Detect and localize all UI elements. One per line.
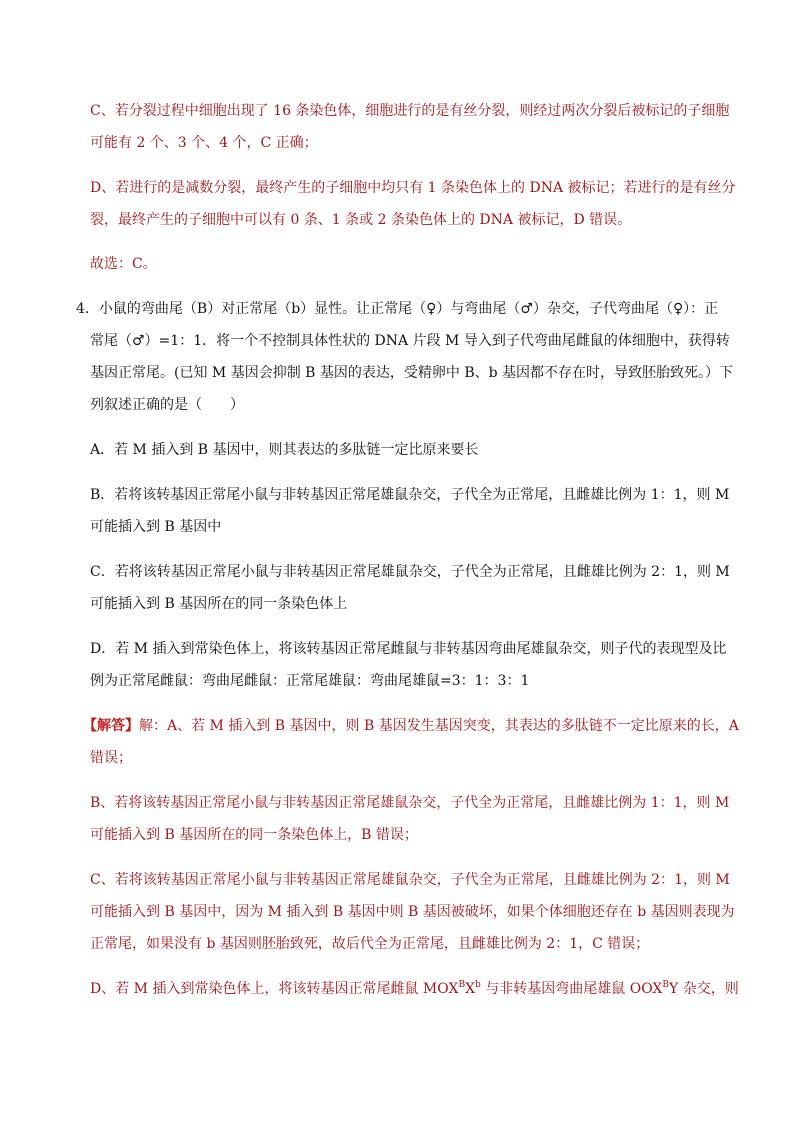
option-d-line1: D．若 M 插入到常染色体上，将该转基因正常尾雌鼠与非转基因弯曲尾雄鼠杂交，则子代的表现型及比 [90,641,727,657]
answer-d-pre: D、若 M 插入到常染色体上，将该转基因正常尾雌鼠 MOX [90,981,459,997]
prev-answer-c-line1: C、若分裂过程中细胞出现了 16 条染色体，细胞进行的是有丝分裂，则经过两次分裂后被标记的子细胞 [90,103,730,119]
answer-a-text: 解：A、若 M 插入到 B 基因中，则 B 基因发生基因突变，其表达的多肽链不一定比原来的长，A [139,718,739,734]
answer-d-line1 [0,972,794,1006]
question-line4: 列叙述正确的是（ ） [90,397,244,413]
prev-answer-c-line2: 可能有 2 个、3 个、4 个，C 正确； [90,135,318,151]
question-line1 [0,292,794,326]
prev-answer-d-line2: 裂，最终产生的子细胞中可以有 0 条、1 条或 2 条染色体上的 DNA 被标记，D 错误。 [90,212,632,228]
option-b-line1: B．若将该转基因正常尾小鼠与非转基因正常尾雄鼠杂交，子代全为正常尾，且雌雄比例为 1：1，则 M [90,487,730,503]
option-d-line2: 例为正常尾雌鼠：弯曲尾雌鼠：正常尾雄鼠：弯曲尾雄鼠=3：1：3：1 [90,673,530,689]
answer-b-line1: B、若将该转基因正常尾小鼠与非转基因正常尾雄鼠杂交，子代全为正常尾，且雌雄比例为 1：1，则 M [90,795,730,811]
question-line2: 常尾（♂）=1：1．将一个不控制具体性状的 DNA 片段 M 导入到子代弯曲尾雌鼠的体细胞中，获得转 [90,333,730,349]
prev-conclusion: 故选：C。 [90,256,157,272]
option-a: A．若 M 插入到 B 基因中，则其表达的多肽链一定比原来要长 [90,442,479,458]
answer-d-mid1: X [465,981,476,997]
question-text-line1: 小鼠的弯曲尾（B）对正常尾（b）显性。让正常尾（♀）与弯曲尾（♂）杂交，子代弯曲尾（♀）：正 [98,301,719,317]
answer-d-mid2: 与非转基因弯曲尾雄鼠 OOX [480,981,663,997]
answer-tag: 【解答】 [83,718,139,734]
question-number: 4． [76,301,99,317]
answer-c-line2: 可能插入到 B 基因中，因为 M 插入到 B 基因中则 B 基因被破坏，如果个体细胞还存在 b 基因则表现为 [90,904,735,920]
answer-d-post: Y 杂交，则 [669,981,739,997]
prev-answer-d-line1: D、若进行的是减数分裂，最终产生的子细胞中均只有 1 条染色体上的 DNA 被标记；若进行的是有丝分 [90,180,736,196]
answer-b-line2: 可能插入到 B 基因所在的同一条染色体上，B 错误； [90,827,418,843]
question-line3: 基因正常尾。(已知 M 基因会抑制 B 基因的表达，受精卵中 B、b 基因都不存在时，导致胚胎致死。）下 [90,365,734,381]
answer-a-line2: 错误； [90,750,132,766]
option-b-line2: 可能插入到 B 基因中 [90,519,222,535]
answer-c-line1: C、若将该转基因正常尾小鼠与非转基因正常尾雄鼠杂交，子代全为正常尾，且雌雄比例为 2：1，则 M [90,872,730,888]
allele-sup-3: B [662,980,670,990]
answer-c-line3: 正常尾，如果没有 b 基因则胚胎致死，故后代全为正常尾，且雌雄比例为 2：1，C 错误； [90,936,650,952]
allele-sup-1: B [458,980,466,990]
option-c-line1: C．若将该转基因正常尾小鼠与非转基因正常尾雄鼠杂交，子代全为正常尾，且雌雄比例为 2：1，则 M [90,564,730,580]
option-c-line2: 可能插入到 B 基因所在的同一条染色体上 [90,596,348,612]
allele-sup-2: b [475,980,481,990]
answer-a-line1 [0,709,794,743]
